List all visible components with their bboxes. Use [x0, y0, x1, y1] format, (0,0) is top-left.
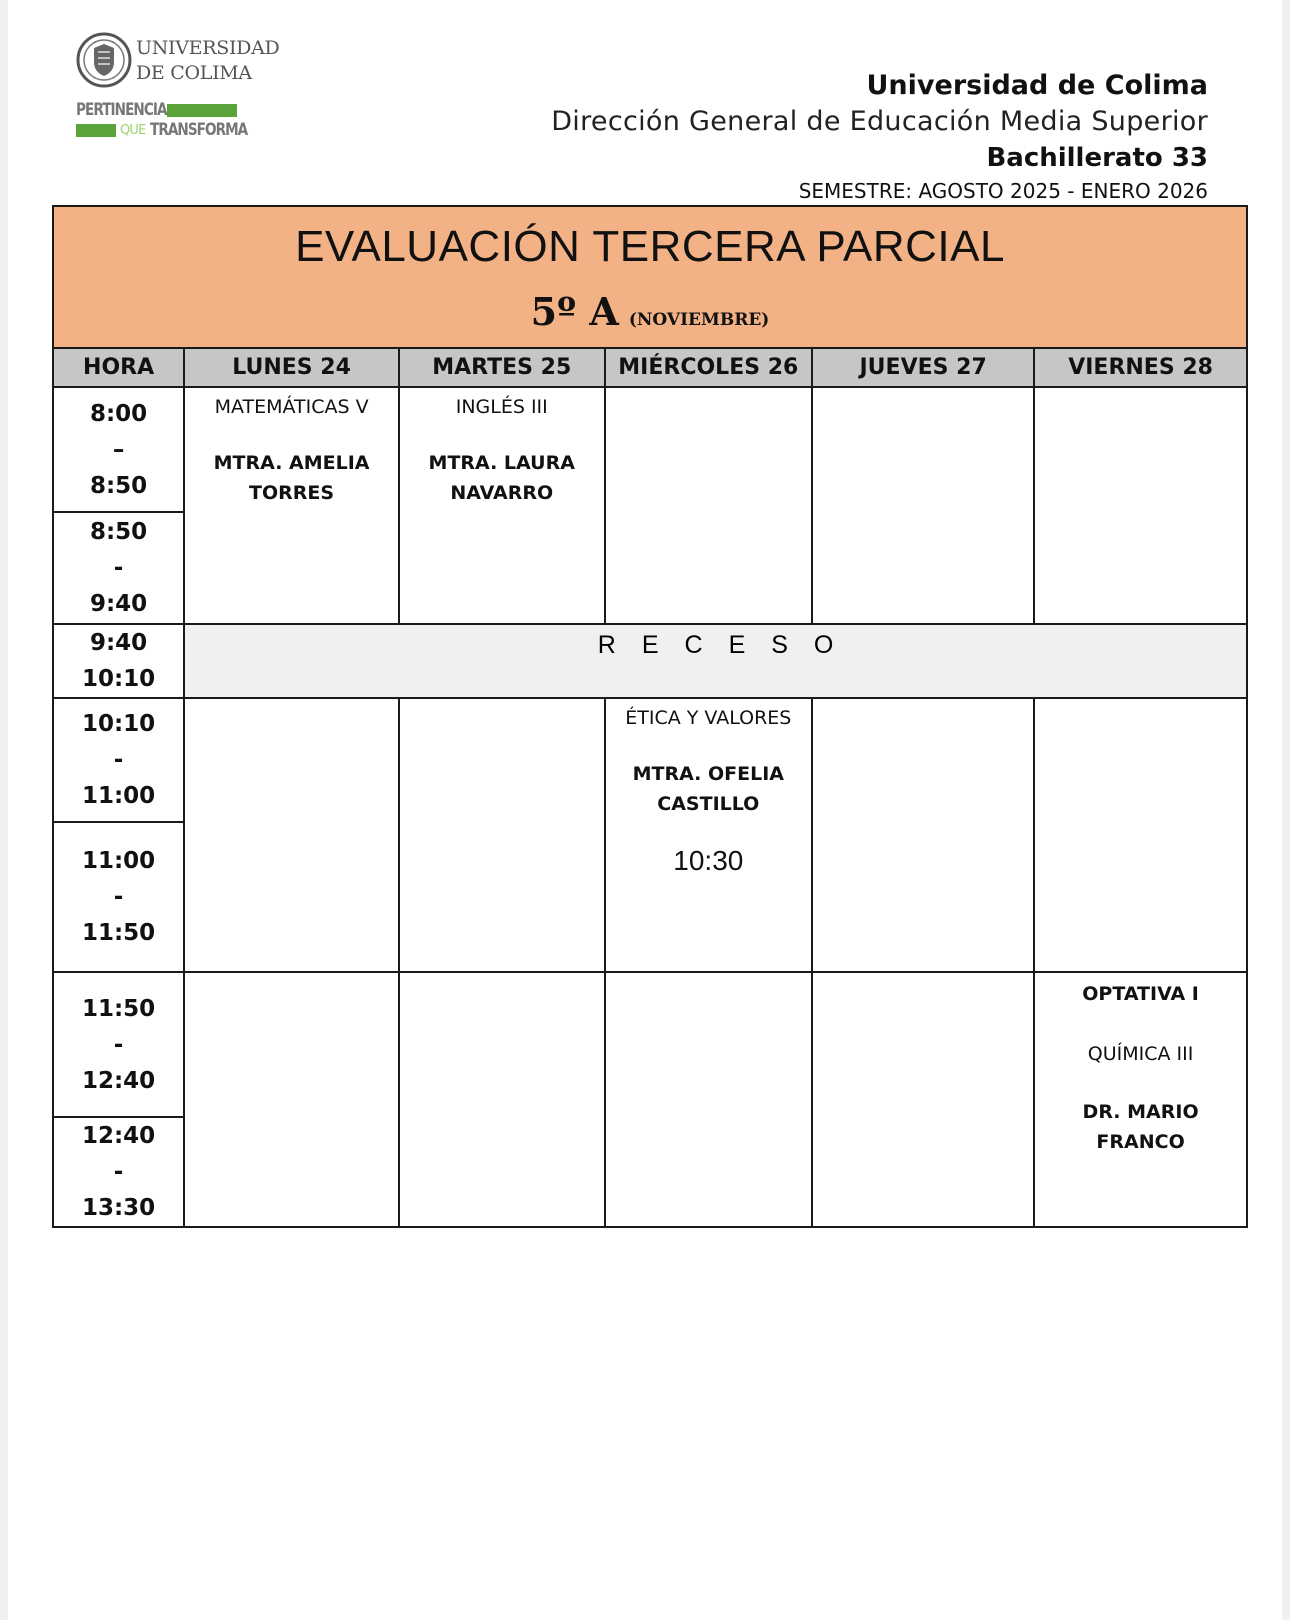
empty-cell — [399, 698, 605, 972]
university-logo — [68, 30, 280, 145]
column-header-friday: VIERNES 28 — [1034, 348, 1247, 387]
empty-cell — [812, 698, 1034, 972]
university-name-line2: DE COLIMA — [136, 62, 252, 84]
slogan-green-bar — [76, 124, 116, 137]
exam-subject: INGLÉS III — [455, 396, 548, 418]
exam-subject: ÉTICA Y VALORES — [625, 707, 792, 729]
column-header-wednesday: MIÉRCOLES 26 — [605, 348, 813, 387]
table-row — [53, 972, 1247, 1117]
time-slot: 10:10 - 11:00 — [53, 698, 184, 822]
grade-label: 5º A — [530, 289, 619, 334]
slogan-line2: TRANSFORMA — [149, 120, 247, 140]
direction-name: Dirección General de Educación Media Superior — [551, 106, 1208, 137]
empty-cell — [605, 387, 813, 624]
time-slot: 11:00 - 11:50 — [53, 822, 184, 972]
column-header-thursday: JUEVES 27 — [812, 348, 1034, 387]
schedule-title-cell — [53, 206, 1247, 348]
empty-cell — [1034, 698, 1247, 972]
time-slot: 9:40 10:10 — [53, 624, 184, 698]
table-row — [53, 698, 1247, 822]
exam-subject: QUÍMICA III — [1087, 1043, 1194, 1065]
exam-wednesday — [605, 698, 813, 972]
empty-cell — [605, 972, 813, 1227]
document-page — [8, 0, 1282, 1620]
school-name: Bachillerato 33 — [986, 143, 1208, 173]
institution-name: Universidad de Colima — [866, 70, 1208, 101]
column-header-hora: HORA — [53, 348, 184, 387]
schedule-title: EVALUACIÓN TERCERA PARCIAL — [295, 222, 1005, 271]
slogan-line1: PERTINENCIA — [76, 100, 167, 120]
time-slot: 11:50 - 12:40 — [53, 972, 184, 1117]
empty-cell — [1034, 387, 1247, 624]
recess-row — [53, 624, 1247, 698]
empty-cell — [184, 698, 399, 972]
time-slot: 8:00 – 8:50 — [53, 387, 184, 512]
exam-teacher: DR. MARIO FRANCO — [1082, 1101, 1199, 1153]
exam-teacher: MTRA. LAURA NAVARRO — [428, 452, 575, 504]
slogan — [76, 100, 271, 140]
exam-teacher: MTRA. AMELIA TORRES — [213, 452, 370, 504]
exam-time: 10:30 — [673, 845, 744, 876]
recess-label: RECESO — [597, 631, 860, 659]
table-row — [53, 387, 1247, 512]
slogan-green-bar — [167, 104, 237, 117]
empty-cell — [399, 972, 605, 1227]
column-header-tuesday: MARTES 25 — [399, 348, 605, 387]
time-slot: 8:50 - 9:40 — [53, 512, 184, 624]
semester-label: SEMESTRE: AGOSTO 2025 - ENERO 2026 — [798, 179, 1208, 203]
exam-group: OPTATIVA I — [1082, 983, 1199, 1005]
document-header — [551, 68, 1208, 206]
time-slot: 12:40 - 13:30 — [53, 1117, 184, 1227]
exam-teacher: MTRA. OFELIA CASTILLO — [632, 763, 784, 815]
table-header-row — [53, 348, 1247, 387]
university-name-line1: UNIVERSIDAD — [136, 37, 280, 59]
month-label: (NOVIEMBRE) — [628, 310, 770, 330]
exam-subject: MATEMÁTICAS V — [214, 396, 369, 418]
column-header-monday: LUNES 24 — [184, 348, 399, 387]
exam-schedule-table — [52, 205, 1248, 1228]
university-name — [136, 36, 279, 86]
empty-cell — [812, 972, 1034, 1227]
empty-cell — [184, 972, 399, 1227]
exam-friday — [1034, 972, 1247, 1227]
exam-tuesday — [399, 387, 605, 624]
slogan-que: QUE — [120, 122, 146, 138]
recess-cell — [184, 624, 1247, 698]
exam-monday — [184, 387, 399, 624]
university-seal-icon — [76, 32, 132, 88]
empty-cell — [812, 387, 1034, 624]
